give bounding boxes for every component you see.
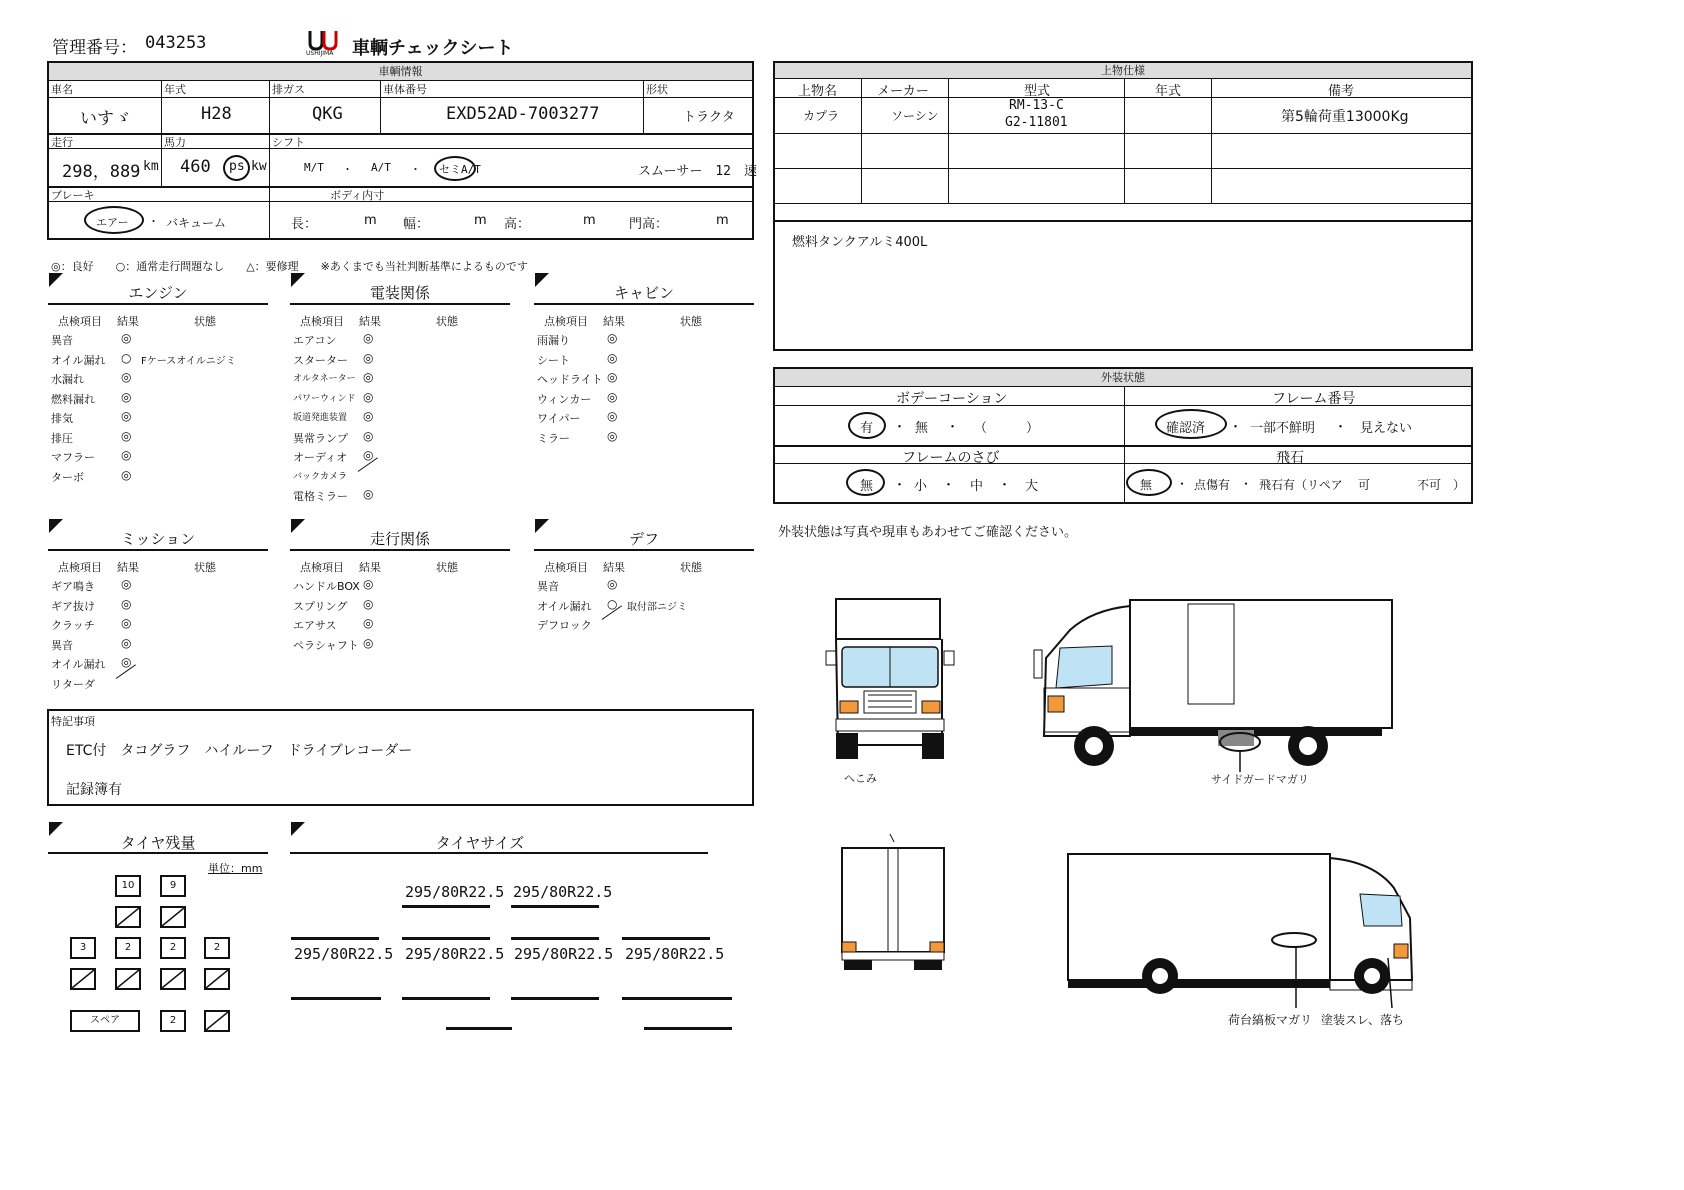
label-side-guard: サイドガードマガリ (1211, 773, 1309, 786)
company-logo: USHIJIMA (306, 29, 346, 57)
tire-size-front-2: 295/80R22.5 (513, 883, 613, 901)
brake-air: エアー (96, 216, 129, 229)
engine-item-3: 燃料漏れ (51, 392, 95, 406)
dim-height-unit: m (583, 213, 596, 228)
mission-item-0: ギア鳴き (51, 580, 95, 593)
rust-small: 小 (914, 479, 928, 494)
engine-result-5: ◎ (121, 428, 132, 443)
mission-col-item: 点検項目 (58, 561, 102, 574)
mission-item-3: 異音 (51, 638, 73, 652)
dim-width-unit: m (474, 213, 487, 228)
diff-title: デフ (628, 530, 659, 548)
tire-size-rear-2: 295/80R22.5 (405, 945, 505, 963)
mission-col-result: 結果 (117, 561, 139, 574)
spare-label: スペア (70, 1010, 140, 1032)
shift-mt: M/T (304, 161, 324, 174)
cabin-col-result: 結果 (603, 315, 625, 328)
electric-item-3: パワーウィンド (293, 393, 356, 404)
mission-item-5: リターダ (51, 677, 95, 691)
shift-dot-2: ・ (410, 163, 421, 176)
tire-front-right: 9 (160, 875, 186, 897)
engine-result-0: ◎ (121, 331, 132, 345)
engine-item-0: 異音 (51, 334, 73, 347)
electric-item-8: 電格ミラー (293, 490, 348, 503)
drive-col-state: 状態 (436, 561, 458, 574)
power-value: 460 (180, 157, 211, 177)
diff-col-result: 結果 (603, 561, 625, 574)
engine-underline (48, 303, 268, 305)
upper-row1-model-1: RM-13-C (1009, 98, 1064, 113)
drive-result-2: ◎ (363, 616, 374, 630)
stone-label: 飛石 (1276, 450, 1304, 466)
vehicle-info-band: 車輌情報 (49, 63, 752, 81)
coat-dot-2: ・ (946, 420, 960, 435)
smoother: スムーサー 12 速 (638, 164, 758, 179)
rust-label: フレームのさび (902, 450, 1000, 466)
electric-result-5: ◎ (363, 428, 374, 443)
tire-spare: 2 (160, 1010, 186, 1032)
drive-result-3: ◎ (363, 635, 374, 650)
dim-length-unit: m (364, 213, 377, 228)
mission-item-4: オイル漏れ (51, 658, 106, 671)
electric-item-0: エアコン (293, 334, 337, 347)
shift-semi-at: セミA/T (439, 163, 481, 176)
electric-result-3: ◎ (363, 389, 374, 404)
electric-item-5: 異常ランプ (293, 431, 348, 445)
mission-result-0: ◎ (121, 577, 132, 591)
tire-size-rear-3: 295/80R22.5 (514, 945, 614, 963)
frame-partial: 一部不鮮明 (1250, 421, 1316, 436)
rust-dot-2: ・ (942, 478, 956, 493)
engine-result-6: ◎ (121, 448, 132, 462)
power-unit-ps: ps (229, 159, 245, 174)
tire-rear-inner-1-empty (70, 968, 96, 990)
diff-result-1: ○ (607, 596, 618, 611)
mission-result-3: ◎ (121, 635, 132, 650)
upper-row1-maker: ソーシン (891, 109, 939, 123)
engine-col-item: 点検項目 (58, 315, 102, 328)
ps-circle (223, 155, 250, 181)
tire-rear-inner-4-empty (204, 968, 230, 990)
mission-result-4: ◎ (121, 655, 132, 669)
cabin-item-1: シート (537, 353, 570, 367)
rust-none-circle (846, 469, 885, 496)
cabin-item-0: 雨漏り (537, 334, 570, 347)
label-paint: 塗装スレ、落ち (1321, 1013, 1405, 1027)
cabin-result-2: ◎ (607, 370, 618, 384)
tire-rear-inner-3-empty (160, 968, 186, 990)
shift-at: A/T (371, 161, 391, 174)
upper-row1-model-2: G2-11801 (1005, 115, 1068, 130)
diff-item-2: デフロック (537, 619, 592, 632)
shift-label: シフト (272, 136, 305, 149)
stone-ok: 可 (1358, 478, 1371, 492)
drive-result-1: ◎ (363, 596, 374, 611)
coat-no: 無 (915, 421, 929, 436)
frame-dot-1: ・ (1229, 420, 1243, 435)
drive-title: 走行関係 (369, 530, 430, 548)
coat-dot-1: ・ (893, 420, 907, 435)
management-number-label: 管理番号： (52, 38, 137, 58)
mission-item-2: クラッチ (51, 619, 95, 632)
dim-length: 長： (291, 217, 318, 232)
air-brake-circle (84, 206, 144, 234)
truck-front-view (824, 595, 956, 765)
rust-mid: 中 (970, 479, 984, 494)
stone-has: 飛石有（リペア (1259, 478, 1343, 492)
frame-invisible: 見えない (1360, 421, 1413, 436)
exterior-note: 外装状態は写真や現車もあわせてご確認ください。 (778, 525, 1078, 540)
stone-dot-2: ・ (1240, 477, 1253, 491)
upper-spec-table (773, 61, 1473, 351)
engine-item-6: マフラー (51, 451, 95, 464)
frame-confirmed: 確認済 (1166, 421, 1206, 436)
electric-result-4: ◎ (363, 409, 374, 423)
cabin-item-4: ワイパー (537, 412, 581, 425)
coat-yes: 有 (860, 421, 874, 436)
label-deck-plate: 荷台縞板マガリ (1228, 1013, 1313, 1027)
gas-label: 排ガス (272, 83, 305, 96)
dim-gate: 門高： (629, 217, 669, 232)
engine-item-1: オイル漏れ (51, 353, 106, 367)
engine-result-3: ◎ (121, 389, 132, 404)
electric-result-6: ◎ (363, 448, 374, 462)
upper-col-note: 備考 (1328, 84, 1355, 99)
electric-title: 電装関係 (369, 284, 430, 302)
electric-result-1: ◎ (363, 350, 374, 365)
power-unit-kw: kw (251, 159, 267, 174)
cabin-title: キャビン (613, 284, 674, 302)
mission-underline (48, 549, 268, 551)
electric-item-7: バックカメラ (293, 471, 348, 482)
shape-value: トラクタ (683, 110, 735, 125)
drive-item-0: ハンドルBOX (293, 580, 360, 593)
upper-row1-name: カプラ (803, 109, 840, 123)
upper-col-model: 型式 (1024, 84, 1051, 99)
management-number: 043253 (145, 33, 207, 53)
brake-label: ブレーキ (51, 189, 95, 202)
rust-dot-3: ・ (998, 478, 1012, 493)
tire-rear-4: 2 (204, 937, 230, 959)
cabin-item-5: ミラー (537, 431, 570, 445)
tire-front-inner-right-empty (160, 906, 186, 928)
semi-at-circle (434, 156, 476, 181)
upper-col-maker: メーカー (877, 84, 929, 99)
engine-result-4: ◎ (121, 409, 132, 423)
year-label: 年式 (164, 83, 186, 96)
tire-size-rear-4: 295/80R22.5 (625, 945, 725, 963)
tire-front-inner-left-empty (115, 906, 141, 928)
maker-label: 車名 (51, 83, 73, 96)
electric-result-2: ◎ (363, 370, 374, 384)
vin-label: 車体番号 (383, 83, 427, 96)
upper-spec-band: 上物仕様 (775, 63, 1471, 79)
electric-item-4: 坂道発進装置 (293, 413, 348, 423)
engine-result-1: ○ (121, 350, 132, 365)
electric-result-0: ◎ (363, 331, 374, 345)
drive-col-item: 点検項目 (300, 561, 344, 574)
electric-col-item: 点検項目 (300, 315, 344, 328)
diff-item-0: 異音 (537, 580, 559, 593)
stone-scratch: 点傷有 (1194, 478, 1231, 492)
diff-item-1: オイル漏れ (537, 599, 592, 613)
diff-underline (534, 549, 754, 551)
frame-confirmed-circle (1155, 409, 1227, 439)
mission-item-1: ギア抜け (51, 599, 95, 613)
gas-value: QKG (312, 104, 343, 124)
maker-value: いすゞ (80, 109, 131, 129)
cabin-result-5: ◎ (607, 428, 618, 443)
stone-ng: 不可 ） (1417, 478, 1466, 492)
electric-underline (290, 303, 510, 305)
dim-height: 高： (504, 217, 531, 232)
electric-result-8: ◎ (363, 487, 374, 501)
rust-dot-1: ・ (893, 478, 907, 493)
coat-yes-circle (848, 412, 886, 439)
brake-vacuum: バキューム (166, 216, 227, 230)
coat-label: ボデーコーション (896, 391, 1008, 407)
cabin-col-item: 点検項目 (544, 315, 588, 328)
rust-none: 無 (860, 479, 874, 494)
tire-spare-2-empty (204, 1010, 230, 1032)
cabin-item-2: ヘッドライト (537, 373, 603, 386)
drive-result-0: ◎ (363, 577, 374, 591)
drive-underline (290, 549, 510, 551)
tire-front-left: 10 (115, 875, 141, 897)
mileage-unit: km (143, 159, 159, 174)
engine-title: エンジン (128, 284, 188, 302)
tire-rear-1: 3 (70, 937, 96, 959)
vin-value: EXD52AD-7003277 (446, 104, 600, 124)
drive-item-3: ペラシャフト (293, 638, 359, 652)
engine-col-result: 結果 (117, 315, 139, 328)
mileage-value: 298，889 (62, 162, 141, 182)
dim-width: 幅： (403, 217, 430, 232)
tire-rear-3: 2 (160, 937, 186, 959)
upper-row1-note: 第5輪荷重13000Kg (1281, 109, 1409, 125)
drive-item-1: スプリング (293, 599, 348, 613)
cabin-result-4: ◎ (607, 409, 618, 423)
cabin-result-0: ◎ (607, 331, 618, 345)
engine-col-state: 状態 (194, 315, 216, 328)
result-legend: ◎：良好 ○：通常走行問題なし △：要修理 ※あくまでも当社判断基準によるものです (51, 260, 528, 273)
truck-rear-view (838, 830, 948, 970)
tire-rear-2: 2 (115, 937, 141, 959)
engine-item-7: ターボ (51, 470, 84, 484)
rust-big: 大 (1025, 479, 1039, 494)
diff-col-item: 点検項目 (544, 561, 588, 574)
special-notes-line-2: 記録簿有 (66, 782, 122, 798)
mission-title: ミッション (120, 530, 196, 548)
drive-col-result: 結果 (359, 561, 381, 574)
brake-dot: ・ (148, 215, 159, 228)
tire-size-rear-1: 295/80R22.5 (294, 945, 394, 963)
mission-col-state: 状態 (194, 561, 216, 574)
label-dent: へこみ (844, 772, 877, 785)
upper-col-year: 年式 (1155, 84, 1182, 99)
stone-dot-1: ・ (1176, 477, 1189, 491)
tire-remain-unit: 単位：mm (208, 862, 263, 875)
cabin-underline (534, 303, 754, 305)
electric-col-result: 結果 (359, 315, 381, 328)
coat-paren: （ ） (974, 421, 1040, 436)
engine-result-2: ◎ (121, 370, 132, 384)
diff-state-1: 取付部ニジミ (627, 601, 687, 613)
frame-no-label: フレーム番号 (1272, 391, 1356, 407)
frame-dot-2: ・ (1334, 420, 1348, 435)
stone-none-circle (1126, 469, 1172, 496)
body-dim-label: ボディ内寸 (330, 189, 385, 202)
engine-item-5: 排圧 (51, 431, 73, 445)
year-value: H28 (201, 104, 232, 124)
power-label: 馬力 (164, 136, 186, 149)
shape-label: 形状 (646, 83, 668, 96)
upper-col-name: 上物名 (798, 84, 838, 99)
drive-item-2: エアサス (293, 619, 337, 632)
shift-dot-1: ・ (342, 163, 353, 176)
diff-result-0: ◎ (607, 577, 618, 591)
diff-col-state: 状態 (680, 561, 702, 574)
document-title: 車輌チェックシート (352, 38, 514, 59)
tire-remain-title: タイヤ残量 (120, 834, 196, 852)
exterior-band: 外装状態 (775, 369, 1471, 387)
engine-result-7: ◎ (121, 467, 132, 482)
mission-result-2: ◎ (121, 616, 132, 630)
electric-item-6: オーディオ (293, 451, 348, 464)
electric-item-2: オルタネーター (293, 374, 356, 384)
upper-remark: 燃料タンクアルミ400L (792, 235, 928, 250)
cabin-result-3: ◎ (607, 389, 618, 404)
truck-right-side-view (1064, 848, 1419, 1018)
truck-left-side-view (1022, 596, 1397, 772)
mission-result-1: ◎ (121, 596, 132, 611)
special-notes-label: 特記事項 (51, 715, 95, 728)
engine-item-4: 排気 (51, 412, 73, 425)
cabin-result-1: ◎ (607, 350, 618, 365)
tire-size-title: タイヤサイズ (435, 834, 525, 852)
special-notes-line-1: ETC付 タコグラフ ハイルーフ ドライブレコーダー (66, 743, 413, 759)
cabin-col-state: 状態 (680, 315, 702, 328)
tire-size-front-1: 295/80R22.5 (405, 883, 505, 901)
engine-item-2: 水漏れ (51, 373, 84, 386)
mileage-label: 走行 (51, 136, 73, 149)
dim-gate-unit: m (716, 213, 729, 228)
cabin-item-3: ウィンカー (537, 392, 592, 406)
electric-item-1: スターター (293, 353, 348, 367)
engine-state-1: Fケースオイルニジミ (141, 355, 236, 367)
stone-none: 無 (1140, 478, 1153, 492)
tire-rear-inner-2-empty (115, 968, 141, 990)
electric-col-state: 状態 (436, 315, 458, 328)
